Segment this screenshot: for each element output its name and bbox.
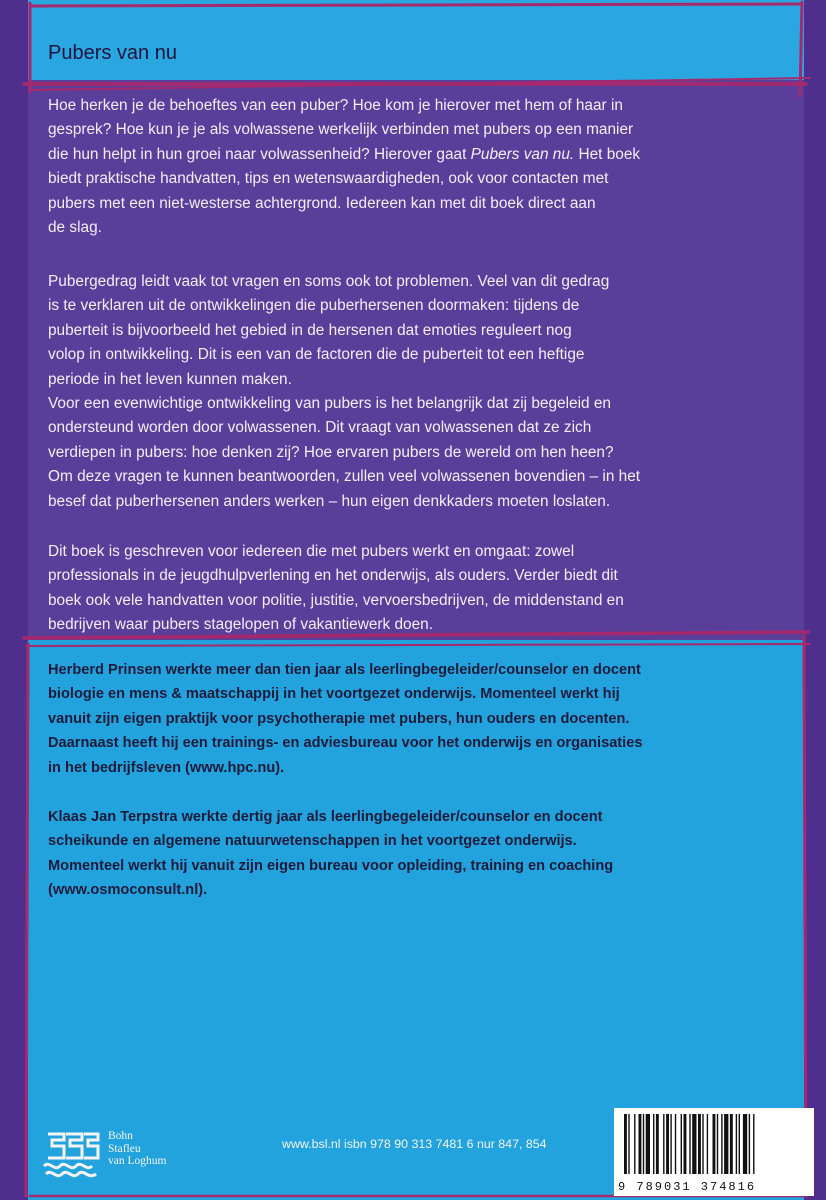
body-paragraph bbox=[48, 270, 778, 514]
text-line: Daarnaast heeft hij een trainings- en adviesbureau voor het onderwijs en organisaties bbox=[48, 735, 643, 752]
barcode-bar bbox=[639, 1114, 642, 1174]
intro-paragraph bbox=[48, 94, 778, 240]
isbn-barcode bbox=[614, 1108, 814, 1196]
text-line: (www.osmoconsult.nl). bbox=[48, 882, 208, 899]
barcode-bar bbox=[653, 1114, 654, 1174]
barcode-bar bbox=[730, 1114, 733, 1174]
barcode-bar bbox=[724, 1114, 728, 1174]
text-line: Het boek bbox=[574, 145, 641, 163]
publisher-logo-icon bbox=[42, 1130, 102, 1178]
text-line: scheikunde en algemene natuurwetenschappen in het voortgezet onderwijs. bbox=[48, 833, 577, 850]
text-line: puberteit is bijvoorbeeld het gebied in de hersenen dat emoties reguleert nog bbox=[48, 321, 572, 339]
barcode-bar bbox=[739, 1114, 740, 1174]
barcode-bar bbox=[707, 1114, 708, 1174]
audience-paragraph bbox=[48, 540, 778, 638]
barcode-bar bbox=[743, 1114, 747, 1174]
text-line: volop in ontwikkeling. Dit is een van de factoren die de puberteit tot een heftige bbox=[48, 346, 585, 364]
barcode-bar bbox=[749, 1114, 750, 1174]
barcode-bar bbox=[624, 1114, 627, 1174]
barcode-bar bbox=[717, 1114, 718, 1174]
publisher-name bbox=[108, 1130, 166, 1168]
barcode-bar bbox=[684, 1114, 687, 1174]
book-title: Pubers van nu bbox=[48, 42, 177, 64]
author-bio-terpstra bbox=[48, 805, 778, 903]
text-line: in het bedrijfsleven (www.hpc.nu). bbox=[48, 759, 285, 776]
barcode-bar bbox=[721, 1114, 722, 1174]
barcode-bar bbox=[663, 1114, 664, 1174]
text-line: vanuit zijn eigen praktijk voor psychotherapie met pubers, hun ouders en docenten. bbox=[48, 710, 630, 727]
text-line: gesprek? Hoe kun je je als volwassene werkelijk verbinden met pubers op een manier bbox=[48, 121, 634, 139]
text-line: Momenteel werkt hij vanuit zijn eigen bureau voor opleiding, training en coaching bbox=[48, 857, 614, 874]
text-line: Voor een evenwichtige ontwikkeling van pubers is het belangrijk dat zij begeleid en bbox=[48, 395, 611, 413]
title-italic: Pubers van nu. bbox=[470, 145, 575, 163]
barcode-bar bbox=[753, 1114, 754, 1174]
text-line: is te verklaren uit de ontwikkelingen die puberhersenen doormaken: tijdens de bbox=[48, 297, 580, 315]
barcode-bar bbox=[736, 1114, 737, 1174]
text-line: Klaas Jan Terpstra werkte dertig jaar als leerlingbegeleider/counselor en docent bbox=[48, 809, 603, 825]
publisher-line: Stafleu bbox=[108, 1142, 141, 1155]
barcode-bar bbox=[681, 1114, 682, 1174]
author-bio-prinsen bbox=[48, 658, 778, 780]
text-line bbox=[48, 143, 778, 167]
publisher-line: van Loghum bbox=[108, 1155, 167, 1167]
barcode-number: 9 789031 374816 bbox=[618, 1180, 757, 1194]
text-line: pubers met een niet-westerse achtergrond. Iedereen kan met dit boek direct aan bbox=[48, 194, 596, 212]
isbn-info: www.bsl.nl isbn 978 90 313 7481 6 nur 847, 854 bbox=[282, 1137, 547, 1151]
barcode-bar bbox=[643, 1114, 644, 1174]
text-line: biedt praktische handvatten, tips en wetenswaardigheden, ook voor contacten met bbox=[48, 170, 609, 188]
barcode-bar bbox=[670, 1114, 671, 1174]
barcode-bar bbox=[713, 1114, 716, 1174]
text-line: verdiepen in pubers: hoe denken zij? Hoe ervaren pubers de wereld om hen heen? bbox=[48, 443, 614, 461]
text-line: Om deze vragen te kunnen beantwoorden, zullen veel volwassenen bovendien – in het bbox=[48, 468, 641, 486]
text-line: ondersteund worden door volwassenen. Dit vraagt van volwassenen dat ze zich bbox=[48, 419, 592, 437]
barcode-bar bbox=[675, 1114, 676, 1174]
barcode-bar bbox=[656, 1114, 659, 1174]
barcode-bar bbox=[702, 1114, 703, 1174]
barcode-bar bbox=[646, 1114, 650, 1174]
barcode-bars bbox=[620, 1114, 808, 1178]
barcode-bar bbox=[666, 1114, 669, 1174]
text-line: die hun helpt in hun groei naar volwassenheid? Hierover gaat bbox=[48, 145, 467, 163]
text-line: de slag. bbox=[48, 219, 102, 237]
barcode-bar bbox=[689, 1114, 690, 1174]
text-line: professionals in de jeugdhulpverlening en het onderwijs, als ouders. Verder biedt dit bbox=[48, 567, 618, 585]
text-line: periode in het leven kunnen maken. bbox=[48, 370, 292, 388]
text-line: Pubergedrag leidt vaak tot vragen en soms ook tot problemen. Veel van dit gedrag bbox=[48, 273, 610, 290]
barcode-bar bbox=[628, 1114, 629, 1174]
text-line: Hoe herken je de behoeftes van een puber? Hoe kom je hierover met hem of haar in bbox=[48, 97, 623, 114]
text-line: biologie en mens & maatschappij in het voortgezet onderwijs. Momenteel werkt hij bbox=[48, 686, 620, 703]
publisher-line: Bohn bbox=[108, 1130, 133, 1142]
text-line: boek ook vele handvatten voor politie, justitie, vervoersbedrijven, de middenstand en bbox=[48, 591, 624, 609]
text-line: besef dat puberhersenen anders werken – hun eigen denkkaders moeten loslaten. bbox=[48, 492, 611, 510]
text-line: bedrijven waar pubers stagelopen of vakantiewerk doen. bbox=[48, 616, 434, 634]
barcode-bar bbox=[634, 1114, 635, 1174]
barcode-bar bbox=[692, 1114, 696, 1174]
text-line: Dit boek is geschreven voor iedereen die met pubers werkt en omgaat: zowel bbox=[48, 543, 575, 560]
text-line: Herberd Prinsen werkte meer dan tien jaar als leerlingbegeleider/counselor en docent bbox=[48, 662, 641, 678]
barcode-bar bbox=[698, 1114, 701, 1174]
